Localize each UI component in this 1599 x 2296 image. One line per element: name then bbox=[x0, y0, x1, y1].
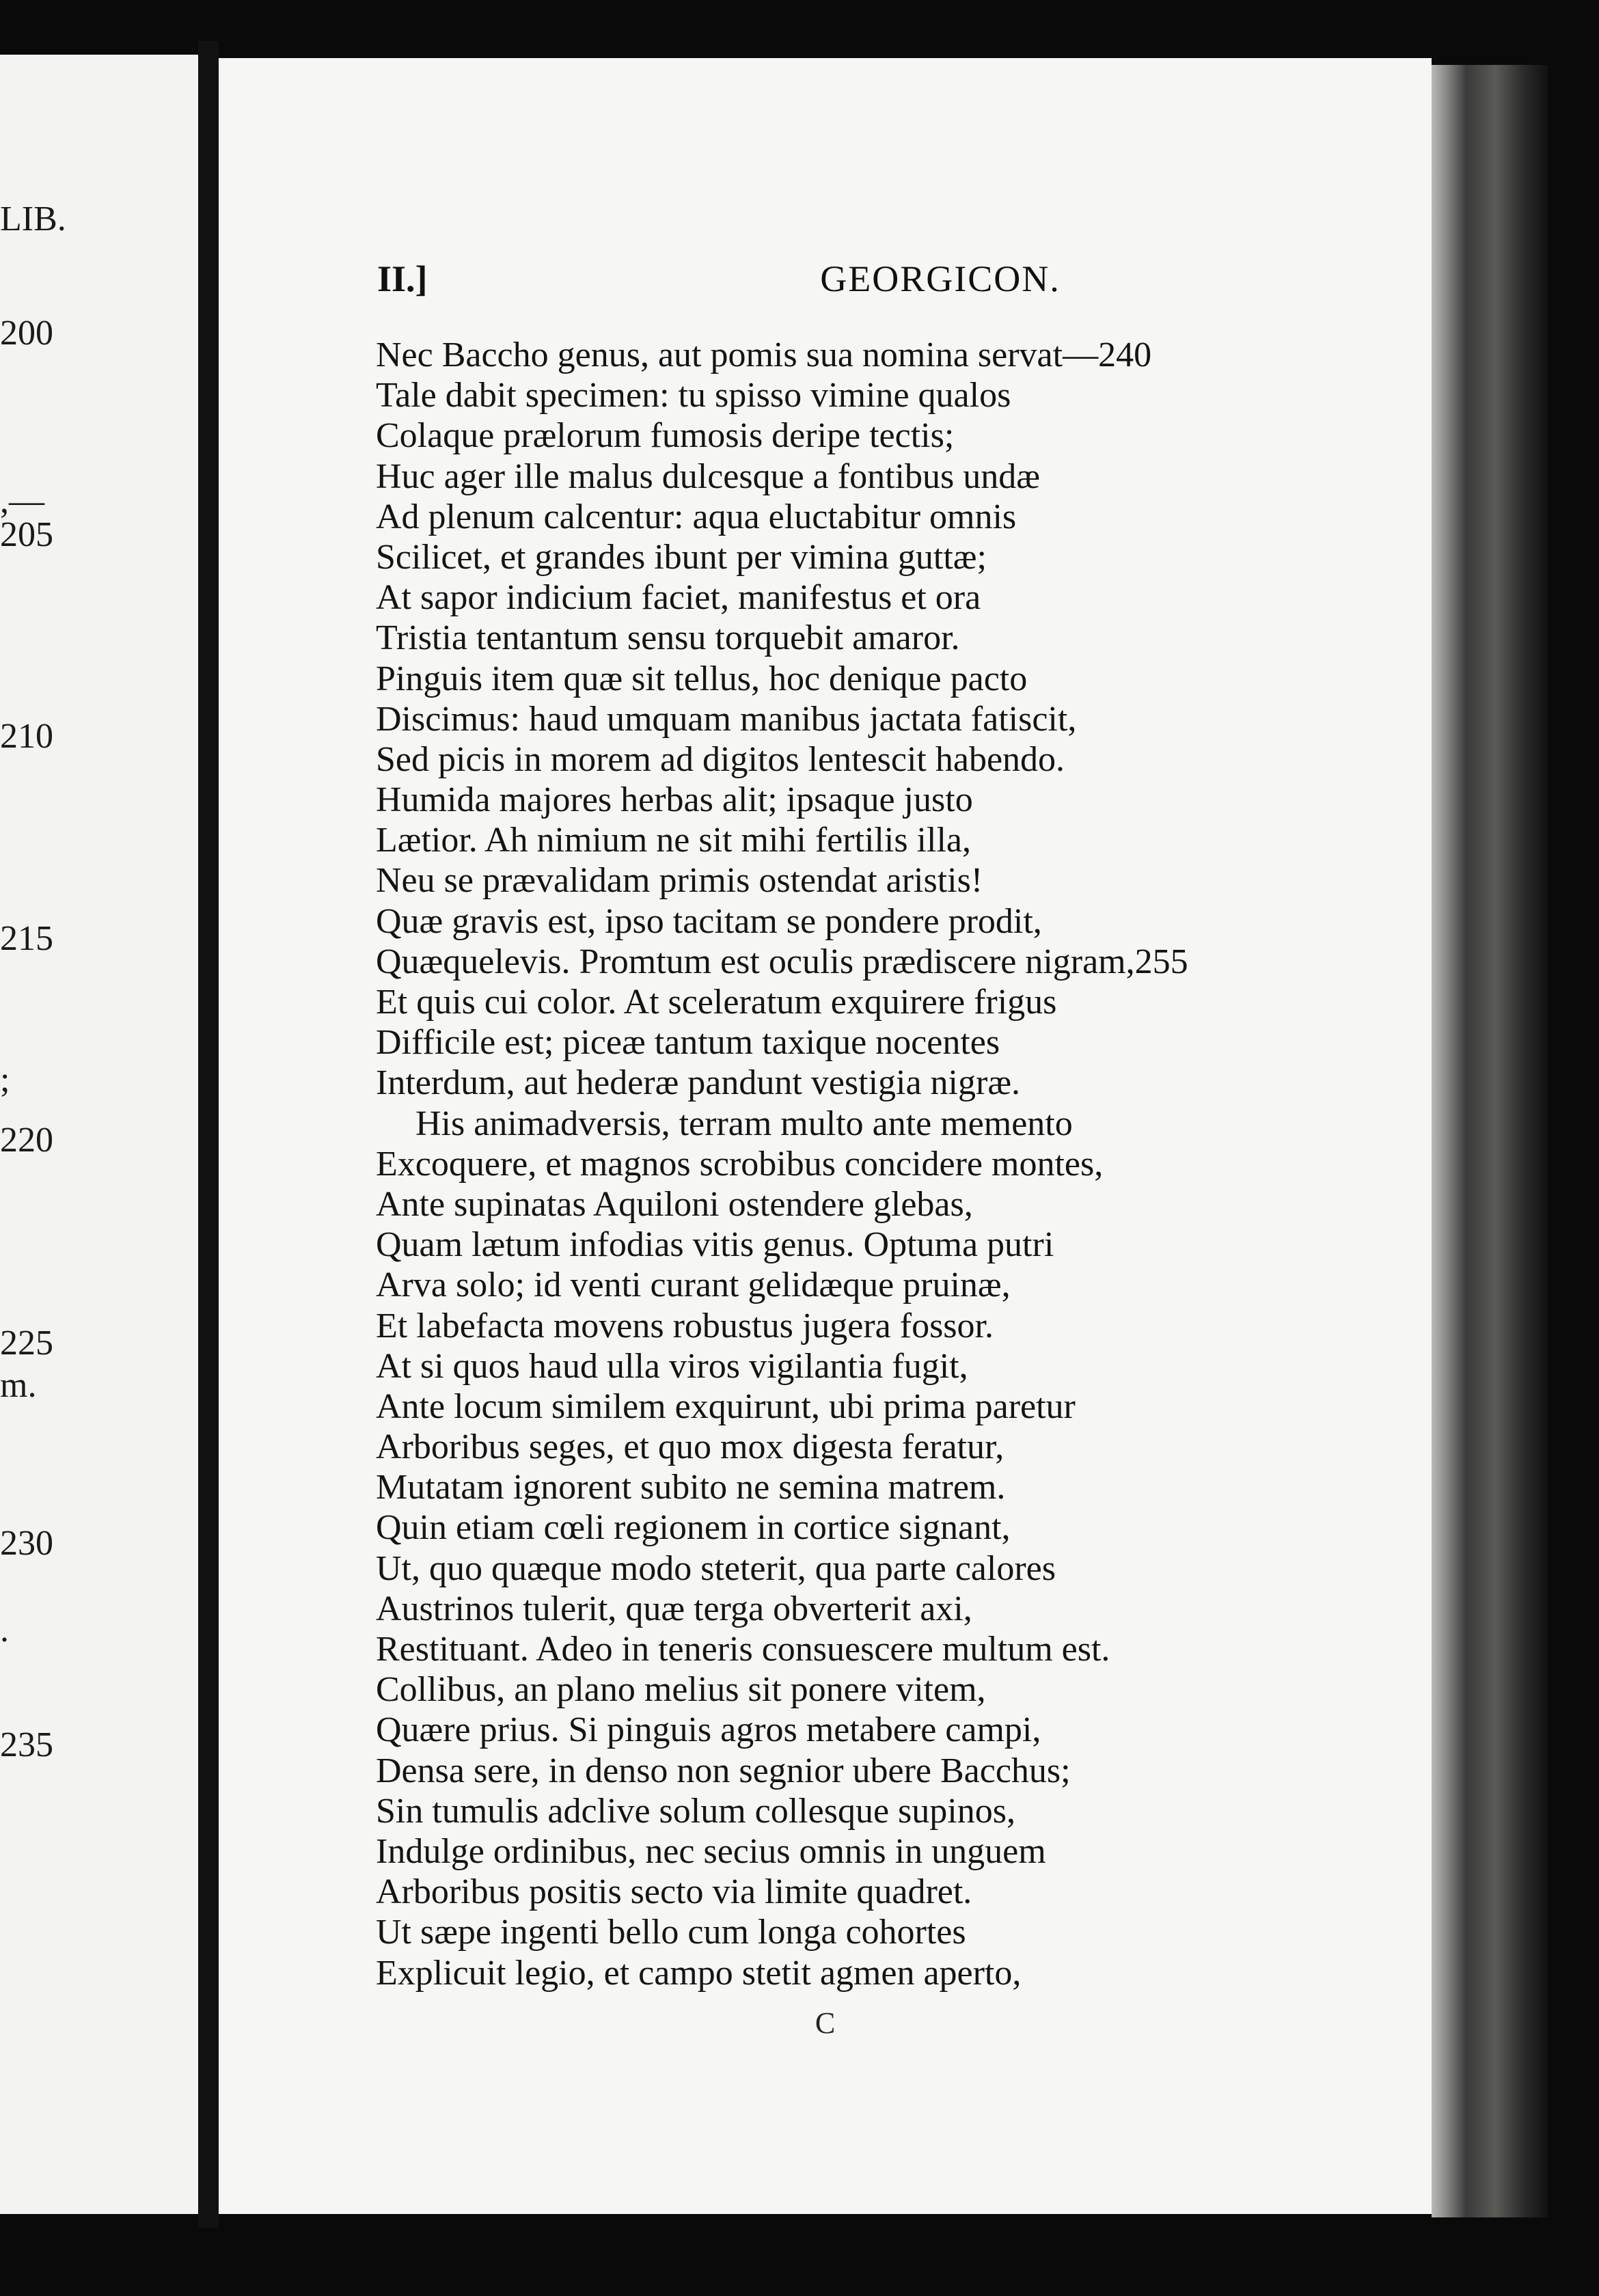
verse-text: Tale dabit specimen: tu spisso vimine qualos bbox=[376, 376, 1011, 415]
previous-page bbox=[0, 55, 198, 2214]
verse-text: Excoquere, et magnos scrobibus concidere montes, bbox=[376, 1144, 1104, 1184]
verse-text: Colaque prælorum fumosis deripe tectis; bbox=[376, 416, 955, 456]
verse-line bbox=[376, 942, 1503, 982]
verse-text: Humida majores herbas alit; ipsaque justo bbox=[376, 780, 973, 820]
verse-line bbox=[376, 1872, 1503, 1912]
previous-page-fragment: 225 bbox=[0, 1324, 53, 1363]
verse-line bbox=[376, 456, 1503, 497]
verse-line bbox=[376, 1751, 1503, 1791]
verse-line bbox=[376, 1063, 1503, 1103]
verse-text: Collibus, an plano melius sit ponere vitem, bbox=[376, 1670, 986, 1710]
verse-text: Tristia tentantum sensu torquebit amaror. bbox=[376, 618, 960, 658]
verse-text: At sapor indicium faciet, manifestus et ora bbox=[376, 578, 981, 618]
signature-mark: C bbox=[815, 2006, 836, 2040]
verse-line bbox=[376, 1265, 1503, 1305]
verse-text: Quæ gravis est, ipso tacitam se pondere prodit, bbox=[376, 901, 1042, 941]
previous-page-fragment: 215 bbox=[0, 919, 53, 958]
verse-text: Discimus: haud umquam manibus jactata fatiscit, bbox=[376, 699, 1077, 739]
verse-line bbox=[376, 415, 1503, 456]
verse-text: Densa sere, in denso non segnior ubere Bacchus; bbox=[376, 1751, 1071, 1790]
verse-line bbox=[376, 1144, 1503, 1184]
verse-text: His animadversis, terram multo ante memento bbox=[415, 1104, 1073, 1143]
verse-line bbox=[376, 699, 1503, 739]
verse-text: At si quos haud ulla viros vigilantia fugit, bbox=[376, 1346, 968, 1386]
verse-line bbox=[376, 1831, 1503, 1872]
verse-line bbox=[376, 618, 1503, 658]
verse-line bbox=[376, 375, 1503, 415]
verse-line bbox=[376, 739, 1503, 780]
verse-text: Explicuit legio, et campo stetit agmen aperto, bbox=[376, 1953, 1022, 1993]
verse-line bbox=[376, 820, 1503, 860]
verse-line bbox=[376, 537, 1503, 577]
verse-text: Ut sæpe ingenti bello cum longa cohortes bbox=[376, 1913, 966, 1952]
verse-text: Quin etiam cœli regionem in cortice signant, bbox=[376, 1508, 1011, 1548]
verse-text: Interdum, aut hederæ pandunt vestigia nigræ. bbox=[376, 1063, 1021, 1103]
verse-line bbox=[376, 901, 1503, 942]
verse-text: Arboribus positis secto via limite quadret. bbox=[376, 1872, 972, 1912]
previous-page-fragment: . bbox=[0, 1611, 9, 1650]
verse-text: Et labefacta movens robustus jugera fossor. bbox=[376, 1306, 994, 1345]
previous-page-fragment: 235 bbox=[0, 1725, 53, 1764]
verse-line bbox=[376, 780, 1503, 820]
verse-line bbox=[376, 335, 1503, 375]
previous-page-fragment: m. bbox=[0, 1366, 37, 1405]
previous-page-fragment: 200 bbox=[0, 314, 53, 353]
book-spine bbox=[1432, 65, 1548, 2217]
verse-text: Ante locum similem exquirunt, ubi prima paretur bbox=[376, 1386, 1076, 1426]
verse-text: Indulge ordinibus, nec secius omnis in unguem bbox=[376, 1831, 1046, 1871]
verse-line bbox=[376, 860, 1503, 901]
verse-line bbox=[376, 1507, 1503, 1548]
running-title: GEORGICON. bbox=[820, 258, 1061, 299]
verse-text: Nec Baccho genus, aut pomis sua nomina servat—240 bbox=[376, 336, 1152, 374]
verse-text: Restituant. Adeo in teneris consuescere multum est. bbox=[376, 1630, 1110, 1669]
verse-line bbox=[376, 1548, 1503, 1589]
verse-line bbox=[376, 1467, 1503, 1507]
verse-text: Huc ager ille malus dulcesque a fontibus undæ bbox=[376, 456, 1040, 496]
previous-page-fragment: LIB. bbox=[0, 200, 66, 238]
book-page bbox=[219, 58, 1432, 2214]
verse-line bbox=[376, 497, 1503, 537]
previous-page-fragment: 210 bbox=[0, 717, 53, 756]
verse-text: Quære prius. Si pinguis agros metabere campi, bbox=[376, 1710, 1041, 1750]
verse-text: Austrinos tulerit, quæ terga obverterit axi, bbox=[376, 1589, 972, 1628]
verse-line bbox=[376, 1710, 1503, 1750]
verse-line bbox=[376, 1184, 1503, 1225]
verse-line bbox=[376, 1629, 1503, 1669]
book-gutter bbox=[198, 41, 219, 2228]
previous-page-fragment: 220 bbox=[0, 1121, 53, 1160]
verse-text: Sed picis in morem ad digitos lentescit habendo. bbox=[376, 739, 1065, 779]
previous-page-fragment: 205 bbox=[0, 515, 53, 554]
running-head bbox=[377, 258, 1503, 305]
verse-text: Arva solo; id venti curant gelidæque pruinæ, bbox=[376, 1266, 1011, 1305]
verse-line bbox=[376, 1912, 1503, 1952]
previous-page-fragment: ; bbox=[0, 1061, 10, 1099]
verse-line bbox=[376, 659, 1503, 699]
previous-page-fragment: ,— bbox=[0, 482, 44, 521]
book-number: II.] bbox=[377, 258, 428, 299]
verse-line bbox=[376, 1104, 1503, 1144]
verse-line bbox=[376, 1386, 1503, 1427]
verse-line bbox=[376, 1346, 1503, 1386]
verse-line bbox=[376, 1225, 1503, 1265]
verse-line bbox=[376, 1669, 1503, 1710]
verse-text: Ad plenum calcentur: aqua eluctabitur omnis bbox=[376, 497, 1017, 536]
verse-text: Pinguis item quæ sit tellus, hoc denique pacto bbox=[376, 659, 1028, 698]
verse-text: Quæquelevis. Promtum est oculis prædiscere nigram,255 bbox=[376, 942, 1188, 981]
verse-block bbox=[376, 335, 1503, 1993]
verse-text: Et quis cui color. At sceleratum exquirere frigus bbox=[376, 983, 1057, 1022]
verse-line bbox=[376, 1791, 1503, 1831]
verse-text: Neu se prævalidam primis ostendat aristis! bbox=[376, 861, 983, 901]
verse-line bbox=[376, 1589, 1503, 1629]
verse-text: Sin tumulis adclive solum collesque supinos, bbox=[376, 1791, 1015, 1831]
verse-line bbox=[376, 1306, 1503, 1346]
verse-line bbox=[376, 1953, 1503, 1993]
verse-text: Ante supinatas Aquiloni ostendere glebas, bbox=[376, 1184, 973, 1224]
verse-text: Quam lætum infodias vitis genus. Optuma putri bbox=[376, 1225, 1054, 1265]
verse-line bbox=[376, 982, 1503, 1022]
previous-page-fragment: 230 bbox=[0, 1524, 53, 1563]
verse-text: Difficile est; piceæ tantum taxique nocentes bbox=[376, 1023, 1000, 1063]
verse-text: Lætior. Ah nimium ne sit mihi fertilis illa, bbox=[376, 821, 971, 860]
verse-line bbox=[376, 1427, 1503, 1467]
verse-text: Scilicet, et grandes ibunt per vimina guttæ; bbox=[376, 537, 987, 577]
verse-line bbox=[376, 577, 1503, 618]
verse-text: Arboribus seges, et quo mox digesta feratur, bbox=[376, 1427, 1004, 1467]
verse-text: Mutatam ignorent subito ne semina matrem. bbox=[376, 1468, 1006, 1507]
verse-line bbox=[376, 1022, 1503, 1063]
verse-text: Ut, quo quæque modo steterit, qua parte calores bbox=[376, 1548, 1056, 1588]
